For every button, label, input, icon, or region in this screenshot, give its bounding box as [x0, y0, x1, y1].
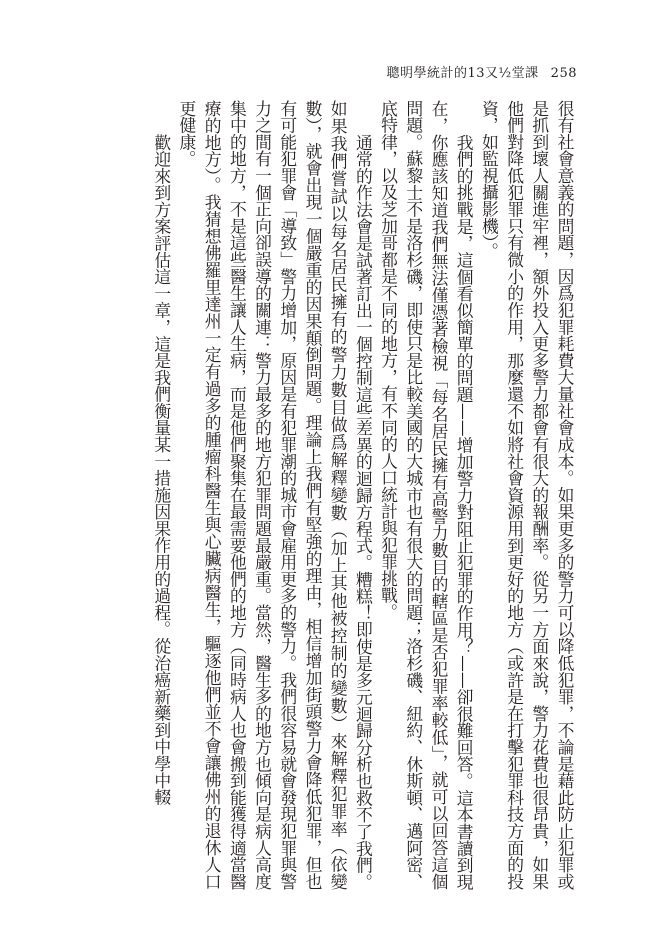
book-title: 聰明學統計的13又½堂課	[386, 66, 539, 81]
page-number: 258	[550, 66, 577, 81]
paragraph-2: 我們的挑戰是，這個看似簡單的問題——增加警力對阻止犯罪的作用？——卻很難回答。這本書讀到現在，你應該知道我們無法僅憑著檢視「每名居民擁有高警力數目的轄區是否犯罪率較低」，就可以回答這個問題。蘇黎士不是洛杉磯，即使只是比較美國的大城市也有很大的問題；洛杉磯、紐約、休斯頓、邁阿密、底特律，以及芝加哥都是不同的地方，有不同的人口統計與犯罪挑戰。	[378, 100, 475, 890]
running-head	[387, 62, 577, 81]
paragraph-3: 通常的作法會是試著訂出一個控制這些差異的迴歸方程式。糟糕！即使是多元迴歸分析也救不了我們。如果我們嘗試以每名居民擁有的警力數目做爲解釋變數（加上其他被控制的變數）來解釋犯罪率（依變數），就會出現一個嚴重的因果顛倒問題。理論上我們有堅強的理由，相信增加街頭警力會降低犯罪，但也有可能犯罪會「導致」警力增加，原因是有犯罪潮的城市會雇用更多的警力。我們很容易就會發現犯罪與警力之間有一個正向卻誤導的關連：警力最多的地方犯罪問題最嚴重。當然，醫生多的地方也傾向是病人高度集中的地方，不是這些醫生讓人生病，而是他們聚集在最需要他們的地方（同時病人也會搬到能獲得適當醫療的地方）。我猜想佛羅里達州一定有過多的腫瘤科醫生與心臟病醫生，驅逐他們並不會讓佛州的退休人口更健康。	[176, 100, 374, 890]
paragraph-1: 很有社會意義的問題，因爲犯罪耗費大量社會成本。如果更多的警力可以降低犯罪，不論是藉此防止犯罪或是抓到壞人關進牢裡，額外投入更多警力都會有很大的報酬率。從另一方面來說，警力花費也很昂貴，如果他們對降低犯罪只有微小的作用，那麼還不如將社會資源用到更好的地方（或許是在打擊犯罪科技方面的投資，如監視攝影機）。	[479, 100, 575, 890]
paragraph-4: 歡迎來到方案評估這一章，這是我們衡量某一措施因果作用的過程。從治癌新藥到中學中輟	[151, 133, 172, 806]
body-text	[87, 100, 577, 890]
